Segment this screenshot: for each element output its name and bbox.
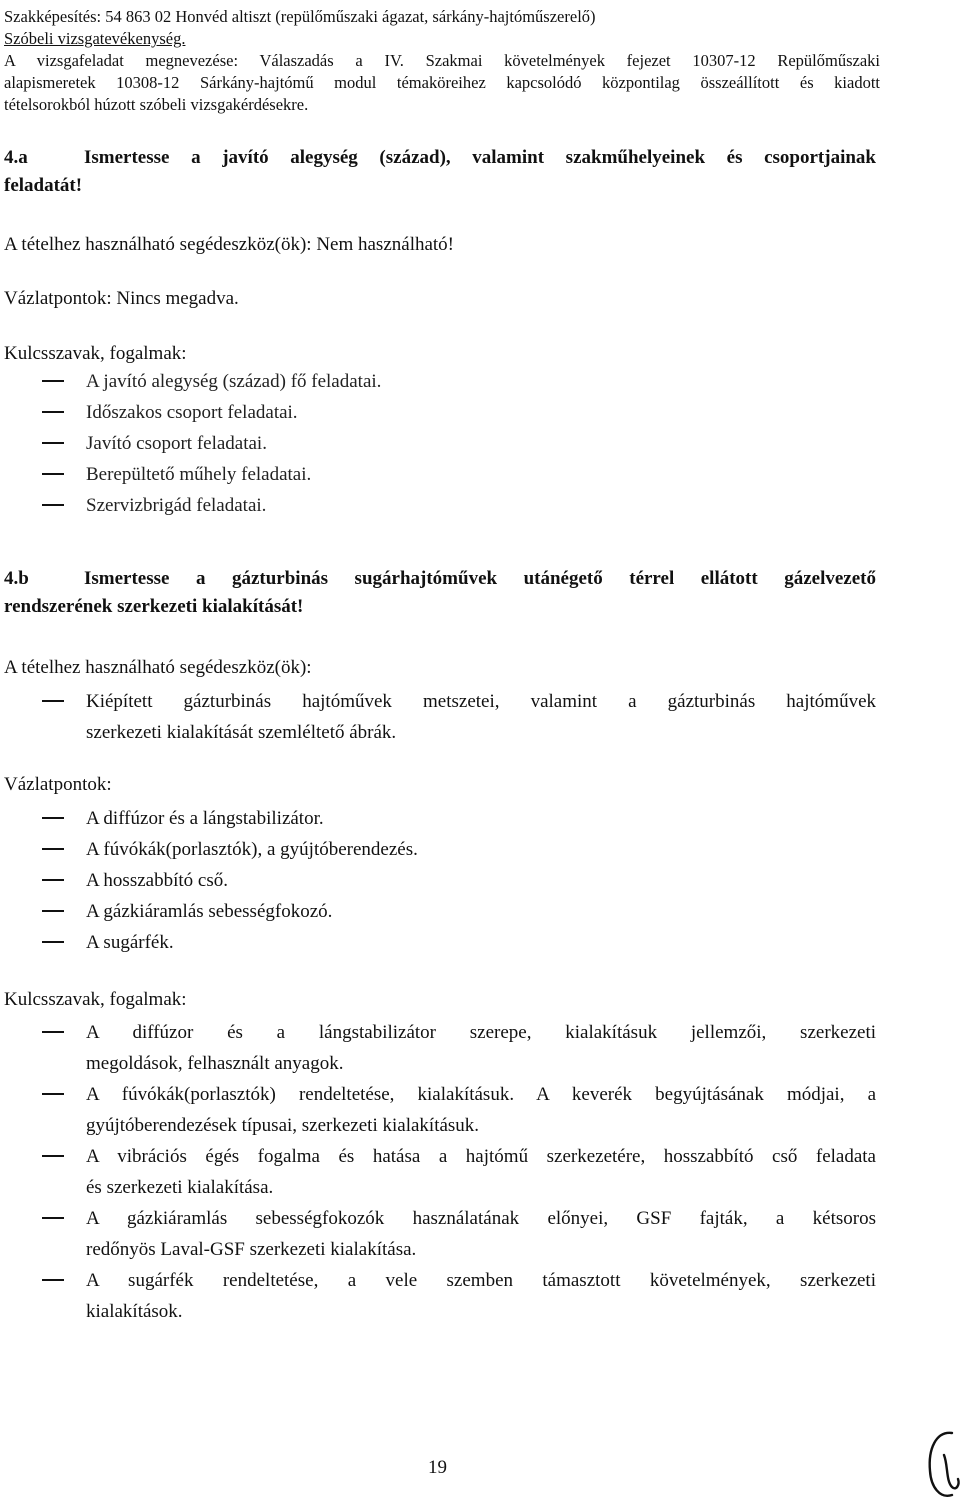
list-item: A sugárfék rendeltetése, a vele szemben támasztott követelmények, szerkezeti kialakítások. <box>4 1265 876 1327</box>
page-number: 19 <box>428 1457 447 1478</box>
dash-bullet <box>42 910 64 912</box>
header-task-name-line2: alapismeretek 10308-12 Sárkány-hajtómű modul témaköreihez kapcsolódó központilag összeállított és kiadott <box>4 73 880 92</box>
list-item: A fúvókák(porlasztók), a gyújtóberendezés. <box>4 834 876 865</box>
question-4a-keywords-list <box>4 366 876 521</box>
list-item: Időszakos csoport feladatai. <box>4 397 876 428</box>
question-4b-number: 4.b <box>4 568 29 589</box>
dash-bullet <box>42 848 64 850</box>
list-item: A fúvókák(porlasztók) rendeltetése, kialakításuk. A keverék begyújtásának módjai, a gyújtóberendezések típusai, szerkezeti kialakításuk. <box>4 1079 876 1141</box>
dash-bullet <box>42 442 64 444</box>
dash-bullet <box>42 1093 64 1095</box>
list-item: A javító alegység (század) fő feladatai. <box>4 366 876 397</box>
question-4b-keywords-heading: Kulcsszavak, fogalmak: <box>4 989 187 1010</box>
question-4a-tools: A tételhez használható segédeszköz(ök): Nem használható! <box>4 234 455 255</box>
page-header <box>4 6 880 116</box>
question-4b-outline-list <box>4 803 876 958</box>
dash-bullet <box>42 411 64 413</box>
list-item: A diffúzor és a lángstabilizátor. <box>4 803 876 834</box>
header-task-name-line1: A vizsgafeladat megnevezése: Válaszadás a IV. Szakmai követelmények fejezet 10307-12 Repülőműszaki <box>4 51 880 70</box>
header-task-name-line3: tételsorokból húzott szóbeli vizsgakérdésekre. <box>4 95 309 114</box>
dash-bullet <box>42 1155 64 1157</box>
list-item: A hosszabbító cső. <box>4 865 876 896</box>
header-exam-activity: Szóbeli vizsgatevékenység. <box>4 29 186 48</box>
question-4b-tools-list <box>4 686 876 748</box>
list-item: A diffúzor és a lángstabilizátor szerepe, kialakításuk jellemzői, szerkezeti megoldások, felhasznált anyagok. <box>4 1017 876 1079</box>
question-4b-keywords-list <box>4 1017 876 1327</box>
list-item: Berepültető műhely feladatai. <box>4 459 876 490</box>
dash-bullet <box>42 817 64 819</box>
dash-bullet <box>42 504 64 506</box>
question-4a-keywords-heading: Kulcsszavak, fogalmak: <box>4 343 187 364</box>
dash-bullet <box>42 941 64 943</box>
list-item: A gázkiáramlás sebességfokozók használatának előnyei, GSF fajták, a kétsoros redőnyös Laval-GSF szerkezeti kialakítása. <box>4 1203 876 1265</box>
question-4b-title-line1: 4.b Ismertesse a gázturbinás sugárhajtóművek utánégető térrel ellátott gázelvezető <box>4 565 876 593</box>
question-4b-title-line2: rendszerének szerkezeti kialakítását! <box>4 596 304 617</box>
dash-bullet <box>42 473 64 475</box>
header-qualification: Szakképesítés: 54 863 02 Honvéd altiszt (repülőműszaki ágazat, sárkány-hajtóműszerelő) <box>4 7 596 26</box>
dash-bullet <box>42 1217 64 1219</box>
question-4a-title-line1: 4.a Ismertesse a javító alegység (század), valamint szakműhelyeinek és csoportjainak <box>4 144 876 172</box>
list-item: Kiépített gázturbinás hajtóművek metszetei, valamint a gázturbinás hajtóművek szerkezeti kialakítását szemléltető ábrák. <box>4 686 876 748</box>
question-4b-tools-heading: A tételhez használható segédeszköz(ök): <box>4 657 312 678</box>
dash-bullet <box>42 700 64 702</box>
dash-bullet <box>42 380 64 382</box>
list-item: A vibrációs égés fogalma és hatása a hajtómű szerkezetére, hosszabbító cső feladata és szerkezeti kialakítása. <box>4 1141 876 1203</box>
question-4a-outline: Vázlatpontok: Nincs megadva. <box>4 288 239 309</box>
list-item: Javító csoport feladatai. <box>4 428 876 459</box>
list-item: A gázkiáramlás sebességfokozó. <box>4 896 876 927</box>
dash-bullet <box>42 1279 64 1281</box>
question-4b-outline-heading: Vázlatpontok: <box>4 774 112 795</box>
question-4a-title <box>4 144 876 200</box>
dash-bullet <box>42 879 64 881</box>
question-4b-title <box>4 565 876 621</box>
question-4a-number: 4.a <box>4 147 28 168</box>
dash-bullet <box>42 1031 64 1033</box>
list-item: Szervizbrigád feladatai. <box>4 490 876 521</box>
list-item: A sugárfék. <box>4 927 876 958</box>
signature-mark <box>922 1425 960 1503</box>
question-4a-title-line2: feladatát! <box>4 175 83 196</box>
